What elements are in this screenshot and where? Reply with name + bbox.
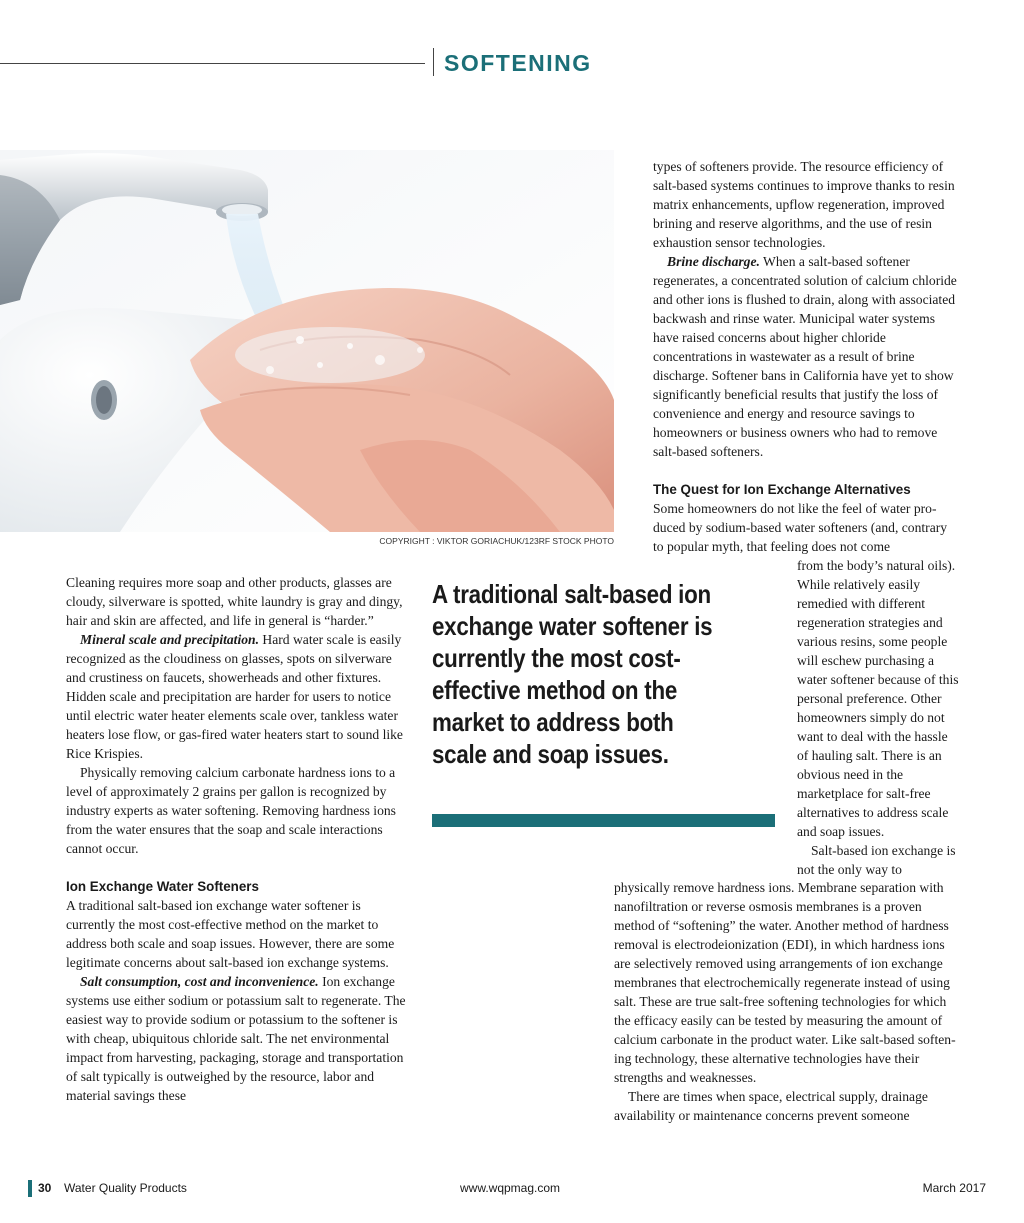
hands-faucet-photo <box>0 150 614 532</box>
footer-accent-bar <box>28 1180 32 1197</box>
paragraph: There are times when space, electrical supply, drainage availability or maintenance concerns prevent someone <box>614 1089 928 1123</box>
pull-quote-rule <box>432 814 775 827</box>
right-column-lower <box>614 878 959 1125</box>
left-column <box>66 573 408 1105</box>
right-column <box>653 157 959 556</box>
page-number: 30 <box>38 1181 52 1195</box>
header-rule <box>0 63 425 64</box>
issue-date: March 2017 <box>922 1181 986 1195</box>
paragraph: Physically removing calcium carbonate hardness ions to a level of approximately 2 grains per gallon is recognized by industry experts as water softening. Removing hardness ions from the water ensures that the soap and scale interactions cannot occur. <box>66 765 396 856</box>
header-divider <box>433 48 434 76</box>
paragraph-text: Ion exchange systems use either sodium or potassium salt to regenerate. The easiest way to provide sodium or potassium to the softener is with cheap, ubiquitous chloride salt. The net environmental impact from harvesting, packaging, storage and transportation of salt typically is outweighed by the resource, labor and material savings these <box>66 974 406 1103</box>
photo-credit: COPYRIGHT : VIKTOR GORIACHUK/123RF STOCK PHOTO <box>379 536 614 546</box>
paragraph <box>653 252 959 461</box>
paragraph-text: When a salt-based softener regenerates, a concentrated solution of calcium chloride and other ions is flushed to drain, along with associated backwash and rinse water. Municipal water systems have raised concerns about higher chloride concentrations in wastewater as a result of brine discharge. Softener bans in California have yet to show significantly beneficial results that justify the loss of convenience and energy and resource savings to homeowners or business owners who had to remove salt-based softeners. <box>653 254 957 459</box>
run-in-heading: Brine discharge. <box>667 254 760 269</box>
paragraph: A traditional salt-based ion exchange water softener is currently the most cost-effective method on the market to address both scale and soap issues. However, there are some legitimate concerns about salt-based ion exchange systems. <box>66 898 395 970</box>
run-in-heading: Mineral scale and precipitation. <box>80 632 259 647</box>
paragraph-text: Hard water scale is easily recognized as the cloudiness on glasses, spots on silverware and crustiness on faucets, showerheads and other fixtures. Hidden scale and precipitation are harder for users to notice until electric water heater elements scale over, tankless water heaters lose flow, or gas-fired water heaters start to sound like Rice Krispies. <box>66 632 403 761</box>
paragraph: from the body’s natural oils). While relatively easily remedied with different regeneration strategies and various resins, some people will eschew purchasing a water softener because of this personal preference. Other homeowners simply do not want to deal with the hassle of hauling salt. There is an obvious need in the marketplace for salt-free alternatives to address scale and soap issues. <box>797 558 959 839</box>
publication-name: Water Quality Products <box>64 1181 187 1195</box>
pull-quote: A traditional salt-based ion exchange water softener is currently the most cost-effective method on the market to address both scale and soap issues. <box>432 579 713 769</box>
paragraph: types of softeners provide. The resource efficiency of salt-based systems continues to improve thanks to resin matrix enhancements, upflow regeneration, improved brining and reserve algorithms, and the use of resin exhaustion sensor technologies. <box>653 159 955 250</box>
paragraph <box>66 630 408 763</box>
paragraph <box>66 972 408 1105</box>
paragraph: Some homeowners do not like the feel of water produced by sodium-based water softeners (and, contrary to popular myth, that feeling does not come <box>653 501 948 554</box>
website-url: www.wqpmag.com <box>460 1181 561 1195</box>
run-in-heading: Salt consumption, cost and inconvenience. <box>80 974 319 989</box>
section-title: SOFTENING <box>444 50 592 76</box>
paragraph: physically remove hardness ions. Membrane separation with nanofiltration or reverse osmosis membranes is a proven method of “softening” the water. Another method of hardness removal is electrodeionization (EDI), in which hardness ions are selectively removed using arrangements of ion exchange membranes that electrochemically regenerate instead of using salt. These are true salt-free softening technologies for which the efficacy easily can be tested by measuring the amount of calcium carbonate in the product water. Like salt-based softening technology, these alternative technologies have their strengths and weaknesses. <box>614 880 956 1085</box>
subheading: The Quest for Ion Exchange Alternatives <box>653 482 911 497</box>
paragraph: Salt-based ion exchange is not the only way to <box>797 843 956 877</box>
right-column-wrap <box>797 556 959 879</box>
paragraph: Cleaning requires more soap and other products, glasses are cloudy, silverware is spotted, white laundry is gray and dingy, hair and skin are affected, and life in general is “harder.” <box>66 575 403 628</box>
subheading: Ion Exchange Water Softeners <box>66 879 259 894</box>
